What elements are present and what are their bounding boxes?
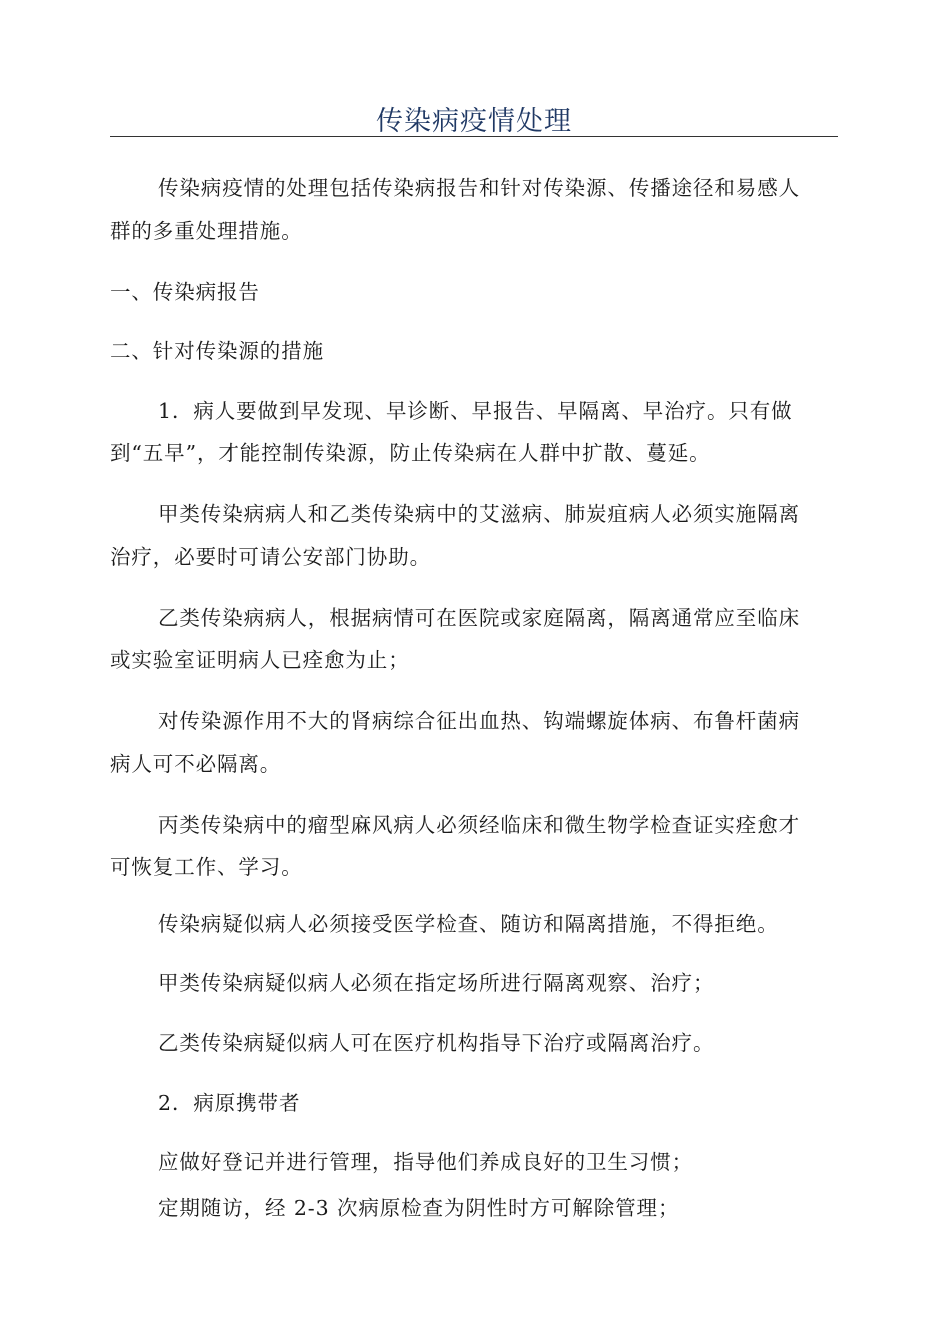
carrier-paragraph-1: 应做好登记并进行管理，指导他们养成良好的卫生习惯； <box>158 1150 693 1174</box>
class-c-line-1: 丙类传染病中的瘤型麻风病人必须经临床和微生物学检查证实痊愈才 <box>158 813 800 837</box>
class-c-paragraph <box>110 804 830 846</box>
intro-line-1: 传染病疫情的处理包括传染病报告和针对传染源、传播途径和易感人 <box>158 176 800 200</box>
minor-disease-line-1: 对传染源作用不大的肾病综合征出血热、钩端螺旋体病、布鲁杆菌病 <box>158 709 800 733</box>
item-1-line-1: 1．病人要做到早发现、早诊断、早报告、早隔离、早治疗。只有做 <box>158 399 793 423</box>
class-a-paragraph <box>110 493 830 535</box>
class-c-line-2: 可恢复工作、学习。 <box>110 855 303 879</box>
item-1-paragraph-continued <box>110 432 830 474</box>
section-heading-1: 一、传染病报告 <box>110 280 260 304</box>
class-b-paragraph-continued <box>110 639 830 681</box>
class-a-paragraph-continued <box>110 536 830 578</box>
intro-paragraph-continued <box>110 210 830 252</box>
suspected-class-a-paragraph: 甲类传染病疑似病人必须在指定场所进行隔离观察、治疗； <box>158 971 715 995</box>
suspected-class-b-paragraph: 乙类传染病疑似病人可在医疗机构指导下治疗或隔离治疗。 <box>158 1031 715 1055</box>
carrier-paragraph-2: 定期随访，经 2-3 次病原检查为阴性时方可解除管理； <box>158 1196 680 1220</box>
class-b-line-1: 乙类传染病病人，根据病情可在医院或家庭隔离，隔离通常应至临床 <box>158 606 800 630</box>
intro-line-2: 群的多重处理措施。 <box>110 219 303 243</box>
class-a-line-2: 治疗，必要时可请公安部门协助。 <box>110 545 431 569</box>
title-underline <box>110 136 838 137</box>
minor-disease-line-2: 病人可不必隔离。 <box>110 752 282 776</box>
minor-disease-paragraph <box>110 700 830 742</box>
class-c-paragraph-continued <box>110 846 830 888</box>
intro-paragraph <box>110 167 830 209</box>
class-a-line-1: 甲类传染病病人和乙类传染病中的艾滋病、肺炭疽病人必须实施隔离 <box>158 502 800 526</box>
section-heading-2: 二、针对传染源的措施 <box>110 339 324 363</box>
suspected-paragraph: 传染病疑似病人必须接受医学检查、随访和隔离措施，不得拒绝。 <box>158 912 779 936</box>
item-2-heading: 2．病原携带者 <box>158 1091 301 1115</box>
class-b-line-2: 或实验室证明病人已痊愈为止； <box>110 648 410 672</box>
class-b-paragraph <box>110 597 830 639</box>
minor-disease-paragraph-continued <box>110 743 830 785</box>
document-title: 传染病疫情处理 <box>376 106 572 137</box>
item-1-paragraph <box>110 390 830 432</box>
item-1-line-2: 到“五早”，才能控制传染源，防止传染病在人群中扩散、蔓延。 <box>110 441 711 465</box>
